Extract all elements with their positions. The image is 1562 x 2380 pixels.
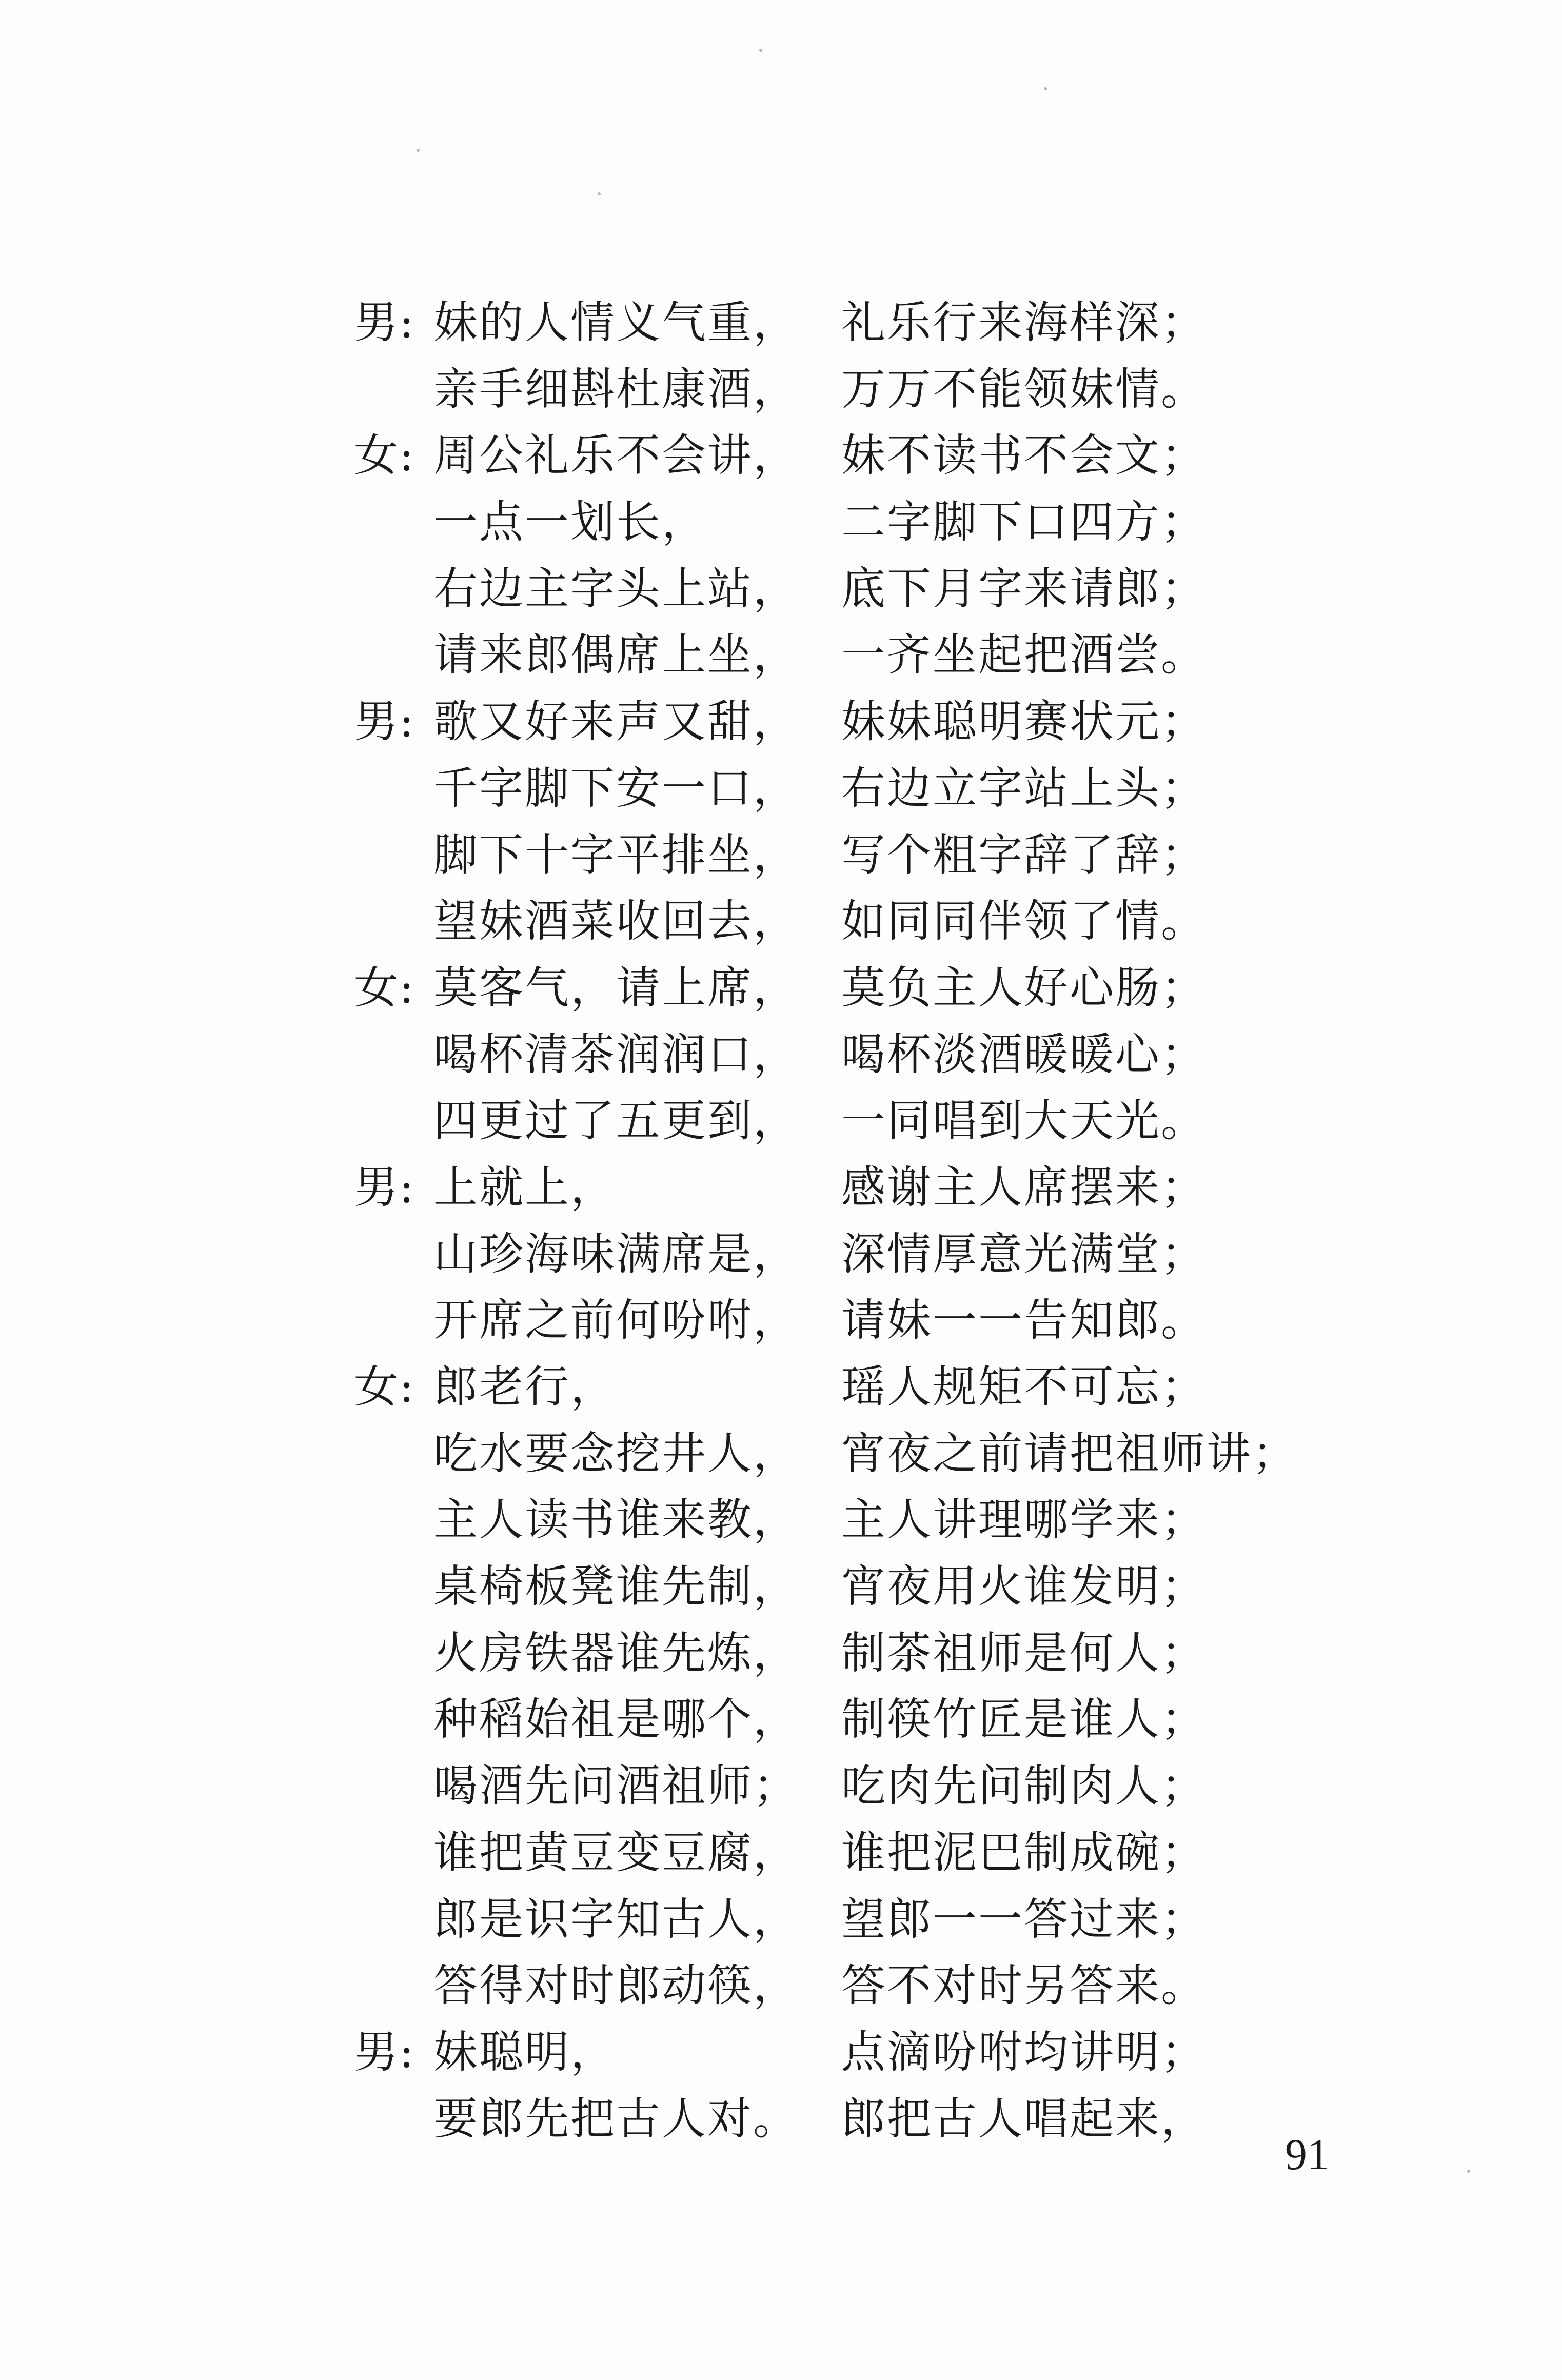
verse-line — [354, 689, 1380, 756]
verse-left-half: 歌又好来声又甜， — [433, 696, 799, 748]
verse-line — [354, 955, 1380, 1022]
verse-right-half: 郎把古人唱起来， — [841, 2093, 1207, 2145]
verse-right-half: 底下月字来请郎； — [841, 563, 1207, 614]
verse-right-half: 主人讲理哪学来； — [841, 1494, 1207, 1546]
verse-line — [354, 1487, 1380, 1554]
verse-line — [354, 1088, 1380, 1155]
scan-speck — [417, 149, 420, 152]
verse-line — [354, 1753, 1380, 1820]
scan-speck — [759, 49, 762, 52]
verse-line — [354, 1155, 1380, 1221]
verse-line — [354, 756, 1380, 822]
verse-right-half: 二字脚下口四方； — [841, 497, 1207, 548]
verse-left-half: 莫客气，请上席， — [433, 962, 799, 1014]
verse-line — [354, 1820, 1380, 1887]
verse-left-half: 妹的人情义气重， — [433, 297, 799, 348]
verse-left-half: 主人读书谁来教， — [433, 1494, 799, 1546]
verse-left-half: 妹聪明， — [433, 2026, 616, 2078]
verse-line — [354, 2019, 1380, 2086]
speaker-label: 女: — [354, 1361, 415, 1413]
verse-right-half: 一齐坐起把酒尝。 — [841, 629, 1207, 681]
speaker-label: 女: — [354, 962, 415, 1014]
verse-right-half: 右边立字站上头； — [841, 762, 1207, 814]
verse-left-half: 请来郎偶席上坐， — [433, 629, 799, 681]
verse-line — [354, 290, 1380, 356]
verse-line — [354, 1887, 1380, 1953]
verse-left-half: 郎老行， — [433, 1361, 616, 1413]
verse-line — [354, 1554, 1380, 1620]
verse-line — [354, 556, 1380, 623]
verse-left-half: 望妹酒菜收回去， — [433, 896, 799, 947]
verse-right-half: 如同同伴领了情。 — [841, 896, 1207, 947]
verse-right-half: 妹妹聪明赛状元； — [841, 696, 1207, 748]
verse-left-half: 火房铁器谁先炼， — [433, 1627, 799, 1679]
verse-left-half: 谁把黄豆变豆腐， — [433, 1827, 799, 1878]
verse-line — [354, 1022, 1380, 1088]
verse-left-half: 答得对时郎动筷， — [433, 1960, 799, 2012]
verse-line — [354, 1287, 1380, 1354]
speaker-label: 男: — [354, 2026, 415, 2078]
verse-right-half: 谁把泥巴制成碗； — [841, 1827, 1207, 1878]
verse-right-half: 制茶祖师是何人； — [841, 1627, 1207, 1679]
verse-line — [354, 888, 1380, 955]
verse-left-half: 吃水要念挖井人， — [433, 1427, 799, 1479]
speaker-label: 男: — [354, 297, 415, 348]
verse-right-half: 吃肉先问制肉人； — [841, 1760, 1207, 1812]
verse-right-half: 感谢主人席摆来； — [841, 1161, 1207, 1213]
verse-left-half: 右边主字头上站， — [433, 563, 799, 614]
speaker-label: 女: — [354, 430, 415, 482]
verse-left-half: 一点一划长， — [433, 497, 707, 548]
verse-left-half: 脚下十字平排坐， — [433, 829, 799, 881]
verse-right-half: 一同唱到大天光。 — [841, 1095, 1207, 1147]
verse-left-half: 周公礼乐不会讲， — [433, 430, 799, 482]
verse-right-half: 妹不读书不会文； — [841, 430, 1207, 482]
verse-left-half: 喝酒先问酒祖师； — [433, 1760, 799, 1812]
verse-line — [354, 489, 1380, 556]
verse-right-half: 望郎一一答过来； — [841, 1893, 1207, 1945]
verse-left-half: 千字脚下安一口， — [433, 762, 799, 814]
verse-line — [354, 1687, 1380, 1753]
verse-left-half: 开席之前何吩咐， — [433, 1295, 799, 1346]
scan-speck — [1044, 87, 1047, 90]
verse-line — [354, 1953, 1380, 2019]
verse-left-half: 四更过了五更到， — [433, 1095, 799, 1147]
speaker-label: 男: — [354, 1161, 415, 1213]
verse-line — [354, 1221, 1380, 1288]
verse-right-half: 请妹一一告知郎。 — [841, 1295, 1207, 1346]
verse-right-half: 莫负主人好心肠； — [841, 962, 1207, 1014]
verse-right-half: 深情厚意光满堂； — [841, 1228, 1207, 1280]
verse-line — [354, 2086, 1380, 2153]
scan-speck — [1467, 2170, 1470, 2173]
verse-right-half: 宵夜之前请把祖师讲； — [841, 1427, 1298, 1479]
verse-right-half: 喝杯淡酒暖暖心； — [841, 1028, 1207, 1080]
verse-line — [354, 356, 1380, 423]
verse-right-half: 制筷竹匠是谁人； — [841, 1694, 1207, 1746]
page-number: 91 — [1285, 2130, 1329, 2179]
verse-right-half: 礼乐行来海样深； — [841, 297, 1207, 348]
verse-line — [354, 1354, 1380, 1421]
verse-left-half: 郎是识字知古人， — [433, 1893, 799, 1945]
speaker-label: 男: — [354, 696, 415, 748]
folk-song-verse — [354, 290, 1380, 2152]
verse-right-half: 万万不能领妹情。 — [841, 363, 1207, 415]
verse-right-half: 瑶人规矩不可忘； — [841, 1361, 1207, 1413]
verse-left-half: 山珍海味满席是， — [433, 1228, 799, 1280]
verse-left-half: 桌椅板凳谁先制， — [433, 1561, 799, 1613]
verse-line — [354, 1620, 1380, 1687]
verse-left-half: 上就上， — [433, 1161, 616, 1213]
verse-right-half: 写个粗字辞了辞； — [841, 829, 1207, 881]
verse-right-half: 答不对时另答来。 — [841, 1960, 1207, 2012]
verse-left-half: 亲手细斟杜康酒， — [433, 363, 799, 415]
verse-right-half: 宵夜用火谁发明； — [841, 1561, 1207, 1613]
verse-line — [354, 822, 1380, 889]
verse-left-half: 要郎先把古人对。 — [433, 2093, 799, 2145]
verse-right-half: 点滴吩咐均讲明； — [841, 2026, 1207, 2078]
scan-speck — [598, 192, 601, 195]
verse-left-half: 喝杯清茶润润口， — [433, 1028, 799, 1080]
verse-line — [354, 1421, 1380, 1488]
verse-left-half: 种稻始祖是哪个， — [433, 1694, 799, 1746]
verse-line — [354, 423, 1380, 489]
verse-line — [354, 622, 1380, 689]
